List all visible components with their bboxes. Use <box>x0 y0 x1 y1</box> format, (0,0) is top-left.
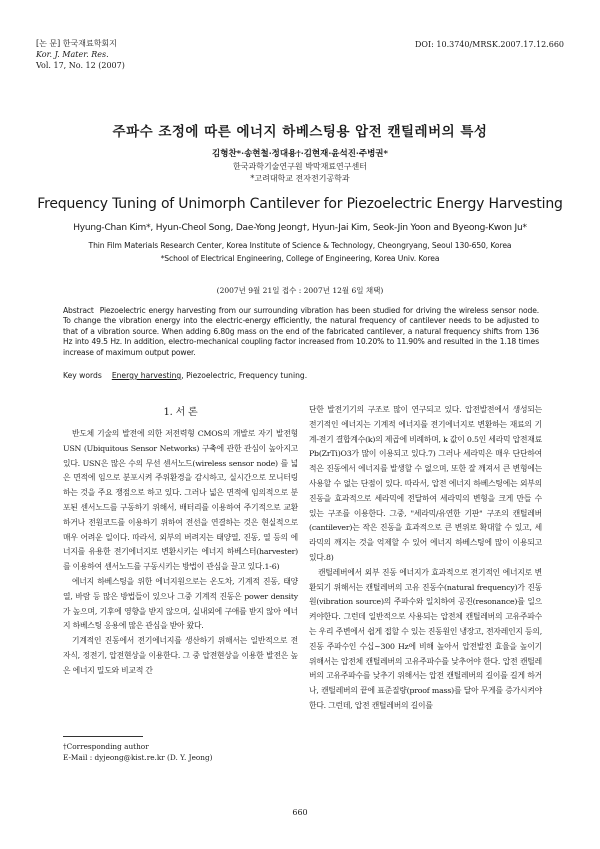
title-korean: 주파수 조정에 따른 에너지 하베스팅용 압전 캔틸레버의 특성 <box>112 124 488 140</box>
authors-english: Hyung-Chan Kim*, Hyun-Cheol Song, Dae-Yong Jeong†, Hyun-Jai Kim, Seok-Jin Yoon and Byeong-Kwon Ju* <box>73 223 527 233</box>
paragraph: 단한 발전기기의 구조로 많이 연구되고 있다. 압전발전에서 생성되는 전기적인 에너지는 기계적 에너지를 전기에너지로 변환하는 재료의 기계-전기 결합계수(k)의 제곱에 비례하며, k 값이 0.5인 세라믹 압전재료 Pb(ZrTi)O3가 많이 이용되고 있다.7) 그러나 세라믹은 매우 단단하여 적은 진동에서 에너지를 발생할 수 없으며, 또한 잘 깨져서 큰 변형에는 사용할 수 없는 단점이 있다. 따라서, 압전 에너지 하베스팅에는 외부의 진동을 효과적으로 세라믹에 전달하여 세라믹의 변형을 크게 만들 수 있는 구조를 이용한다. 그중, "세라믹/유연한 기판" 구조의 캔틸레버(cantilever)는 작은 진동을 효과적으로 큰 변위로 확대할 수 있고, 세라믹의 깨지는 것을 억제할 수 있어 에너지 하베스팅에 많이 이용되고 있다.8) <box>309 405 542 562</box>
abstract <box>63 306 539 358</box>
title-english: Frequency Tuning of Unimorph Cantilever for Piezoelectric Energy Harvesting <box>37 196 563 212</box>
paragraph: 반도체 기술의 발전에 의한 저전력형 CMOS의 개발로 자기 발전형 USN (Ubiquitous Sensor Networks) 구축에 관한 관심이 높아지고 있다. USN은 많은 수의 무선 센서노드(wireless sensor node) 를 넓은 면적에 임으로 분포시켜 주위환경을 감시하고, 실시간으로 모니터링 하는 것을 주요 쟁점으로 하고 있다. 그러나 넓은 면적에 임의적으로 분포된 센서노드를 구동하기 위해서, 배터리를 이용하여 주기적으로 교환하거나 전원코드를 이용하기 위하여 전선을 연결하는 것은 현실적으로 매우 어려운 일이다. 따라서, 외부의 버려지는 태양열, 진동, 열 등의 에너지를 유용한 전기에너지로 변환시키는 에너지 하베스터(harvester)를 이용하여 센서노드를 구동시키는 방법이 관심을 끌고 있다.1-6) <box>63 429 298 572</box>
affiliation-korean-1: 한국과학기술연구원 박막재료연구센터 <box>233 162 367 171</box>
keyword-energy-harvesting: Energy harvesting <box>111 371 182 380</box>
authors-korean: 김형찬*·송현철·정대용†·김현재·윤석진·주병권* <box>212 149 388 159</box>
left-column <box>63 403 298 679</box>
footnote <box>63 741 213 763</box>
keywords <box>63 371 539 380</box>
affiliation-english-2: *School of Electrical Engineering, College of Engineering, Korea Univ. Korea <box>160 254 440 263</box>
paragraph: 기계적인 진동에서 전기에너지를 생산하기 위해서는 일반적으로 전자식, 정전기, 압전현상을 이용한다. 그 중 압전현상을 이용한 발전은 높은 에너지 밀도와 비교적 간 <box>63 636 298 675</box>
keywords-rest: , Piezoelectric, Frequency tuning. <box>181 371 308 380</box>
keywords-label: Key words <box>63 371 102 380</box>
journal-name-ko: [논 문] 한국재료학회지 <box>36 39 117 48</box>
affiliation-english-1: Thin Film Materials Research Center, Korea Institute of Science & Technology, Cheongryang, Seoul 130-650, Korea <box>88 241 512 250</box>
affiliation-korean-2: *고려대학교 전자전기공학과 <box>250 174 350 183</box>
right-column <box>309 403 542 714</box>
abstract-label: Abstract <box>63 306 94 315</box>
author-email: E-Mail : dyjeong@kist.re.kr (D. Y. Jeong) <box>63 753 213 762</box>
abstract-text: Piezoelectric energy harvesting from our surrounding vibration has been studied for driving the wireless sensor node. To change the vibration energy into the electric-energy efficiently, the natural frequency of cantilever needs to be adjusted to that of a vibration source. When adding 6.80g mass on the end of the fabricated cantilever, a natural frequency shifts from 136 Hz into 49.5 Hz. In addition, electro-mechanical coupling factor increased from 10.20% to 11.90% and resulted in the 1.18 times increase of maximum output power. <box>63 306 539 357</box>
page-number: 660 <box>292 808 308 817</box>
paragraph: 캔틸레버에서 외부 진동 에너지가 효과적으로 전기적인 에너지로 변환되기 위해서는 캔틸레버의 고유 진동수(natural frequency)가 진동원(vibration source)의 주파수와 일치하여 공진(resonance)를 일으켜야한다. 그런데 일반적으로 사용되는 압전체 캔틸레버의 고유주파수는 우리 주변에서 쉽게 접할 수 있는 진동원인 냉장고, 전자레인지 등의, 진동 주파수인 수십~300 Hz에 비해 높아서 압전발전 효율을 높이기 위해서는 압전체 캔틸레버의 고유주파수를 낮추어야 한다. 압전 캔틸레버의 고유주파수를 낮추기 위해서는 압전 캔틸레버의 길이를 길게 하거나, 캔틸레버의 끝에 표준질량(proof mass)를 달아 무게를 증가시켜야 한다. 그런데, 압전 캔틸레버의 길이를 <box>309 567 542 710</box>
received-accepted-dates: (2007년 9월 21일 접수 : 2007년 12월 6일 채택) <box>216 286 384 295</box>
doi: DOI: 10.3740/MRSK.2007.17.12.660 <box>415 40 564 49</box>
journal-header <box>36 38 125 71</box>
journal-volume: Vol. 17, No. 12 (2007) <box>36 61 125 70</box>
footnote-divider <box>63 736 143 737</box>
section-title-introduction: 1. 서 론 <box>163 407 198 418</box>
corresponding-author: †Corresponding author <box>63 742 149 751</box>
paragraph: 에너지 하베스팅을 위한 에너지원으로는 온도차, 기계적 진동, 태양열, 바람 등 많은 방법들이 있으나 그중 기계적 진동은 power density가 높으며, 기후에 영향을 받지 않으며, 실내외에 구애를 받지 않아 에너지 하베스팅 응용에 많은 관심을 받아 왔다. <box>63 576 298 631</box>
journal-name-en: Kor. J. Mater. Res. <box>36 50 109 59</box>
